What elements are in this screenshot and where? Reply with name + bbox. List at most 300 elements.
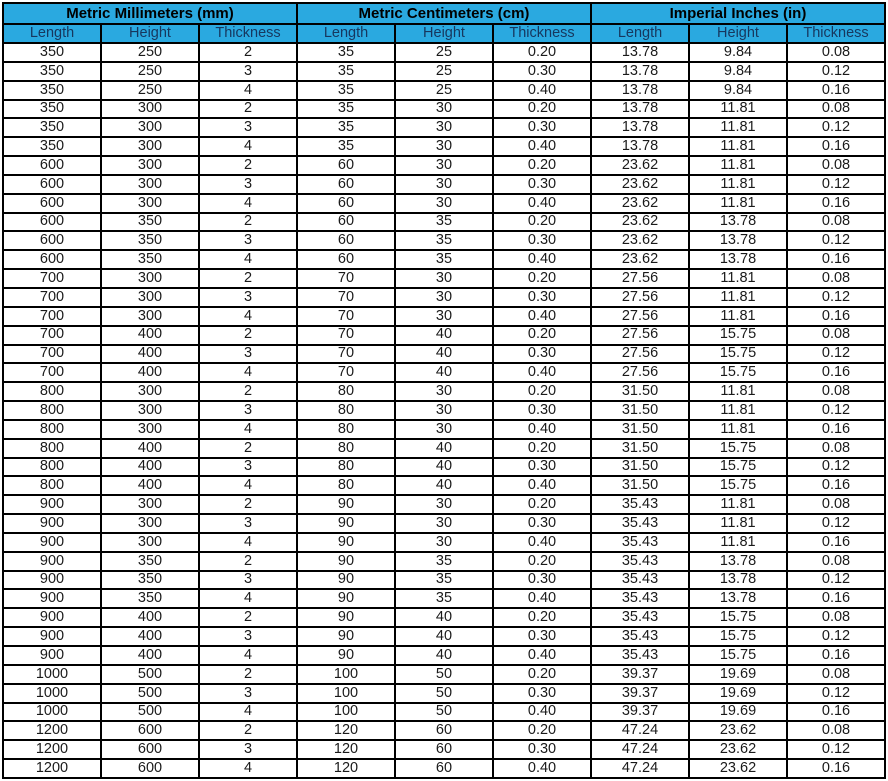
cell: 3 bbox=[199, 740, 297, 759]
cell: 0.40 bbox=[493, 589, 591, 608]
cell: 50 bbox=[395, 703, 493, 722]
cell: 40 bbox=[395, 608, 493, 627]
table-row bbox=[3, 194, 885, 213]
cell: 800 bbox=[3, 382, 101, 401]
cell: 300 bbox=[101, 269, 199, 288]
cell: 80 bbox=[297, 401, 395, 420]
cell: 0.30 bbox=[493, 231, 591, 250]
cell: 35 bbox=[395, 589, 493, 608]
column-header-7: Height bbox=[689, 24, 787, 43]
table-row bbox=[3, 571, 885, 590]
cell: 4 bbox=[199, 250, 297, 269]
cell: 35.43 bbox=[591, 627, 689, 646]
cell: 2 bbox=[199, 665, 297, 684]
cell: 0.30 bbox=[493, 740, 591, 759]
cell: 300 bbox=[101, 118, 199, 137]
cell: 90 bbox=[297, 495, 395, 514]
table-row bbox=[3, 156, 885, 175]
cell: 0.08 bbox=[787, 100, 885, 119]
cell: 27.56 bbox=[591, 307, 689, 326]
cell: 15.75 bbox=[689, 476, 787, 495]
cell: 35 bbox=[395, 552, 493, 571]
cell: 70 bbox=[297, 326, 395, 345]
cell: 400 bbox=[101, 627, 199, 646]
cell: 30 bbox=[395, 382, 493, 401]
cell: 9.84 bbox=[689, 81, 787, 100]
cell: 0.20 bbox=[493, 326, 591, 345]
column-header-row bbox=[3, 24, 885, 43]
cell: 19.69 bbox=[689, 703, 787, 722]
cell: 3 bbox=[199, 175, 297, 194]
cell: 700 bbox=[3, 269, 101, 288]
cell: 80 bbox=[297, 420, 395, 439]
cell: 9.84 bbox=[689, 43, 787, 62]
cell: 2 bbox=[199, 100, 297, 119]
cell: 0.30 bbox=[493, 118, 591, 137]
cell: 0.30 bbox=[493, 627, 591, 646]
cell: 11.81 bbox=[689, 401, 787, 420]
cell: 100 bbox=[297, 665, 395, 684]
cell: 4 bbox=[199, 137, 297, 156]
cell: 300 bbox=[101, 495, 199, 514]
cell: 700 bbox=[3, 307, 101, 326]
cell: 2 bbox=[199, 495, 297, 514]
cell: 250 bbox=[101, 62, 199, 81]
cell: 13.78 bbox=[591, 62, 689, 81]
cell: 35 bbox=[297, 81, 395, 100]
cell: 23.62 bbox=[591, 231, 689, 250]
table-row bbox=[3, 137, 885, 156]
cell: 35 bbox=[395, 571, 493, 590]
cell: 0.16 bbox=[787, 589, 885, 608]
cell: 35 bbox=[297, 100, 395, 119]
cell: 40 bbox=[395, 458, 493, 477]
cell: 900 bbox=[3, 533, 101, 552]
cell: 0.30 bbox=[493, 62, 591, 81]
cell: 3 bbox=[199, 458, 297, 477]
cell: 40 bbox=[395, 439, 493, 458]
cell: 40 bbox=[395, 345, 493, 364]
table-body bbox=[3, 43, 885, 778]
cell: 0.16 bbox=[787, 476, 885, 495]
cell: 90 bbox=[297, 608, 395, 627]
cell: 9.84 bbox=[689, 62, 787, 81]
group-header-row bbox=[3, 3, 885, 24]
cell: 0.40 bbox=[493, 533, 591, 552]
cell: 350 bbox=[101, 213, 199, 232]
cell: 30 bbox=[395, 420, 493, 439]
table-row bbox=[3, 514, 885, 533]
table-row bbox=[3, 458, 885, 477]
cell: 600 bbox=[3, 231, 101, 250]
cell: 300 bbox=[101, 307, 199, 326]
cell: 800 bbox=[3, 401, 101, 420]
cell: 13.78 bbox=[591, 118, 689, 137]
table-row bbox=[3, 363, 885, 382]
cell: 2 bbox=[199, 43, 297, 62]
cell: 31.50 bbox=[591, 420, 689, 439]
cell: 80 bbox=[297, 476, 395, 495]
cell: 0.08 bbox=[787, 665, 885, 684]
table-row bbox=[3, 288, 885, 307]
cell: 0.20 bbox=[493, 43, 591, 62]
cell: 15.75 bbox=[689, 608, 787, 627]
cell: 13.78 bbox=[591, 43, 689, 62]
table-row bbox=[3, 269, 885, 288]
cell: 11.81 bbox=[689, 156, 787, 175]
table-row bbox=[3, 476, 885, 495]
cell: 1200 bbox=[3, 759, 101, 778]
table-row bbox=[3, 533, 885, 552]
cell: 0.30 bbox=[493, 684, 591, 703]
cell: 15.75 bbox=[689, 458, 787, 477]
cell: 0.08 bbox=[787, 43, 885, 62]
column-header-5: Thickness bbox=[493, 24, 591, 43]
table-row bbox=[3, 420, 885, 439]
cell: 900 bbox=[3, 608, 101, 627]
cell: 0.40 bbox=[493, 250, 591, 269]
cell: 30 bbox=[395, 401, 493, 420]
cell: 90 bbox=[297, 514, 395, 533]
cell: 350 bbox=[101, 571, 199, 590]
cell: 60 bbox=[297, 213, 395, 232]
cell: 700 bbox=[3, 288, 101, 307]
cell: 120 bbox=[297, 721, 395, 740]
table-row bbox=[3, 740, 885, 759]
cell: 400 bbox=[101, 458, 199, 477]
cell: 400 bbox=[101, 608, 199, 627]
cell: 35.43 bbox=[591, 552, 689, 571]
cell: 13.78 bbox=[591, 81, 689, 100]
cell: 3 bbox=[199, 571, 297, 590]
table-row bbox=[3, 589, 885, 608]
cell: 1000 bbox=[3, 703, 101, 722]
cell: 0.08 bbox=[787, 326, 885, 345]
cell: 4 bbox=[199, 476, 297, 495]
cell: 0.20 bbox=[493, 100, 591, 119]
cell: 0.12 bbox=[787, 62, 885, 81]
cell: 900 bbox=[3, 495, 101, 514]
cell: 350 bbox=[3, 43, 101, 62]
cell: 600 bbox=[3, 175, 101, 194]
cell: 250 bbox=[101, 81, 199, 100]
cell: 300 bbox=[101, 401, 199, 420]
cell: 2 bbox=[199, 721, 297, 740]
cell: 30 bbox=[395, 175, 493, 194]
table-row bbox=[3, 81, 885, 100]
cell: 30 bbox=[395, 194, 493, 213]
cell: 60 bbox=[297, 250, 395, 269]
column-header-8: Thickness bbox=[787, 24, 885, 43]
group-header-2: Imperial Inches (in) bbox=[591, 3, 885, 24]
cell: 23.62 bbox=[689, 759, 787, 778]
cell: 90 bbox=[297, 589, 395, 608]
cell: 3 bbox=[199, 288, 297, 307]
cell: 23.62 bbox=[591, 194, 689, 213]
cell: 0.40 bbox=[493, 476, 591, 495]
cell: 0.20 bbox=[493, 552, 591, 571]
cell: 0.12 bbox=[787, 231, 885, 250]
cell: 27.56 bbox=[591, 269, 689, 288]
cell: 0.40 bbox=[493, 759, 591, 778]
cell: 4 bbox=[199, 307, 297, 326]
table-row bbox=[3, 439, 885, 458]
cell: 1200 bbox=[3, 740, 101, 759]
cell: 0.16 bbox=[787, 81, 885, 100]
table-row bbox=[3, 307, 885, 326]
cell: 300 bbox=[101, 156, 199, 175]
cell: 60 bbox=[297, 156, 395, 175]
cell: 400 bbox=[101, 345, 199, 364]
cell: 0.08 bbox=[787, 721, 885, 740]
cell: 47.24 bbox=[591, 721, 689, 740]
cell: 15.75 bbox=[689, 363, 787, 382]
cell: 3 bbox=[199, 118, 297, 137]
cell: 30 bbox=[395, 269, 493, 288]
cell: 70 bbox=[297, 269, 395, 288]
cell: 0.12 bbox=[787, 458, 885, 477]
column-header-0: Length bbox=[3, 24, 101, 43]
cell: 35 bbox=[297, 43, 395, 62]
cell: 3 bbox=[199, 401, 297, 420]
cell: 700 bbox=[3, 326, 101, 345]
cell: 0.08 bbox=[787, 552, 885, 571]
cell: 35.43 bbox=[591, 533, 689, 552]
table-row bbox=[3, 646, 885, 665]
cell: 3 bbox=[199, 684, 297, 703]
cell: 39.37 bbox=[591, 684, 689, 703]
group-header-0: Metric Millimeters (mm) bbox=[3, 3, 297, 24]
cell: 11.81 bbox=[689, 269, 787, 288]
cell: 350 bbox=[3, 81, 101, 100]
cell: 100 bbox=[297, 703, 395, 722]
cell: 0.16 bbox=[787, 646, 885, 665]
cell: 0.30 bbox=[493, 345, 591, 364]
cell: 35 bbox=[395, 250, 493, 269]
cell: 60 bbox=[297, 194, 395, 213]
cell: 1000 bbox=[3, 684, 101, 703]
cell: 27.56 bbox=[591, 345, 689, 364]
cell: 30 bbox=[395, 288, 493, 307]
cell: 15.75 bbox=[689, 627, 787, 646]
cell: 0.12 bbox=[787, 345, 885, 364]
cell: 500 bbox=[101, 703, 199, 722]
cell: 300 bbox=[101, 382, 199, 401]
cell: 4 bbox=[199, 81, 297, 100]
cell: 0.40 bbox=[493, 194, 591, 213]
cell: 350 bbox=[3, 62, 101, 81]
cell: 31.50 bbox=[591, 458, 689, 477]
cell: 25 bbox=[395, 81, 493, 100]
cell: 400 bbox=[101, 363, 199, 382]
column-header-2: Thickness bbox=[199, 24, 297, 43]
cell: 30 bbox=[395, 495, 493, 514]
cell: 50 bbox=[395, 684, 493, 703]
cell: 80 bbox=[297, 439, 395, 458]
cell: 0.16 bbox=[787, 307, 885, 326]
table-row bbox=[3, 175, 885, 194]
cell: 27.56 bbox=[591, 363, 689, 382]
cell: 4 bbox=[199, 194, 297, 213]
cell: 90 bbox=[297, 646, 395, 665]
cell: 2 bbox=[199, 382, 297, 401]
cell: 600 bbox=[3, 156, 101, 175]
cell: 350 bbox=[3, 118, 101, 137]
table-row bbox=[3, 721, 885, 740]
cell: 35 bbox=[297, 118, 395, 137]
cell: 300 bbox=[101, 533, 199, 552]
cell: 3 bbox=[199, 514, 297, 533]
cell: 23.62 bbox=[591, 250, 689, 269]
cell: 30 bbox=[395, 514, 493, 533]
cell: 23.62 bbox=[591, 156, 689, 175]
table-row bbox=[3, 759, 885, 778]
cell: 0.16 bbox=[787, 703, 885, 722]
cell: 11.81 bbox=[689, 288, 787, 307]
cell: 90 bbox=[297, 571, 395, 590]
cell: 11.81 bbox=[689, 100, 787, 119]
cell: 0.16 bbox=[787, 533, 885, 552]
cell: 3 bbox=[199, 345, 297, 364]
cell: 15.75 bbox=[689, 439, 787, 458]
cell: 90 bbox=[297, 533, 395, 552]
cell: 70 bbox=[297, 307, 395, 326]
cell: 300 bbox=[101, 137, 199, 156]
cell: 800 bbox=[3, 476, 101, 495]
cell: 600 bbox=[3, 213, 101, 232]
cell: 70 bbox=[297, 363, 395, 382]
cell: 70 bbox=[297, 288, 395, 307]
cell: 300 bbox=[101, 175, 199, 194]
cell: 0.30 bbox=[493, 514, 591, 533]
cell: 0.12 bbox=[787, 627, 885, 646]
cell: 40 bbox=[395, 476, 493, 495]
column-header-4: Height bbox=[395, 24, 493, 43]
cell: 0.08 bbox=[787, 439, 885, 458]
column-header-3: Length bbox=[297, 24, 395, 43]
cell: 11.81 bbox=[689, 118, 787, 137]
cell: 300 bbox=[101, 194, 199, 213]
cell: 40 bbox=[395, 627, 493, 646]
cell: 30 bbox=[395, 307, 493, 326]
cell: 35.43 bbox=[591, 589, 689, 608]
cell: 900 bbox=[3, 589, 101, 608]
cell: 0.08 bbox=[787, 495, 885, 514]
cell: 31.50 bbox=[591, 382, 689, 401]
cell: 47.24 bbox=[591, 740, 689, 759]
cell: 0.20 bbox=[493, 269, 591, 288]
cell: 39.37 bbox=[591, 703, 689, 722]
cell: 0.12 bbox=[787, 571, 885, 590]
column-header-6: Length bbox=[591, 24, 689, 43]
cell: 0.20 bbox=[493, 382, 591, 401]
cell: 30 bbox=[395, 533, 493, 552]
cell: 0.12 bbox=[787, 401, 885, 420]
cell: 11.81 bbox=[689, 137, 787, 156]
cell: 500 bbox=[101, 665, 199, 684]
size-conversion-table bbox=[2, 2, 886, 779]
cell: 2 bbox=[199, 156, 297, 175]
cell: 2 bbox=[199, 269, 297, 288]
cell: 30 bbox=[395, 137, 493, 156]
cell: 4 bbox=[199, 589, 297, 608]
cell: 900 bbox=[3, 646, 101, 665]
cell: 31.50 bbox=[591, 476, 689, 495]
cell: 300 bbox=[101, 514, 199, 533]
cell: 23.62 bbox=[591, 175, 689, 194]
cell: 80 bbox=[297, 382, 395, 401]
table-row bbox=[3, 684, 885, 703]
table-header bbox=[3, 3, 885, 43]
cell: 35.43 bbox=[591, 646, 689, 665]
cell: 35 bbox=[297, 62, 395, 81]
cell: 15.75 bbox=[689, 646, 787, 665]
cell: 4 bbox=[199, 420, 297, 439]
cell: 500 bbox=[101, 684, 199, 703]
cell: 0.16 bbox=[787, 194, 885, 213]
cell: 2 bbox=[199, 608, 297, 627]
cell: 600 bbox=[101, 759, 199, 778]
cell: 15.75 bbox=[689, 345, 787, 364]
cell: 90 bbox=[297, 552, 395, 571]
cell: 3 bbox=[199, 627, 297, 646]
table-row bbox=[3, 703, 885, 722]
cell: 35.43 bbox=[591, 571, 689, 590]
cell: 11.81 bbox=[689, 420, 787, 439]
cell: 0.30 bbox=[493, 571, 591, 590]
cell: 30 bbox=[395, 156, 493, 175]
cell: 0.20 bbox=[493, 608, 591, 627]
cell: 0.40 bbox=[493, 703, 591, 722]
cell: 4 bbox=[199, 646, 297, 665]
cell: 25 bbox=[395, 62, 493, 81]
cell: 11.81 bbox=[689, 175, 787, 194]
cell: 0.40 bbox=[493, 646, 591, 665]
table-row bbox=[3, 62, 885, 81]
cell: 0.08 bbox=[787, 382, 885, 401]
cell: 4 bbox=[199, 533, 297, 552]
cell: 2 bbox=[199, 326, 297, 345]
cell: 600 bbox=[101, 740, 199, 759]
cell: 600 bbox=[101, 721, 199, 740]
cell: 0.40 bbox=[493, 307, 591, 326]
cell: 0.12 bbox=[787, 740, 885, 759]
cell: 0.16 bbox=[787, 363, 885, 382]
cell: 11.81 bbox=[689, 307, 787, 326]
cell: 0.40 bbox=[493, 363, 591, 382]
cell: 400 bbox=[101, 326, 199, 345]
cell: 0.12 bbox=[787, 684, 885, 703]
cell: 600 bbox=[3, 194, 101, 213]
cell: 400 bbox=[101, 476, 199, 495]
cell: 13.78 bbox=[689, 250, 787, 269]
cell: 0.40 bbox=[493, 137, 591, 156]
table-row bbox=[3, 552, 885, 571]
cell: 15.75 bbox=[689, 326, 787, 345]
cell: 0.12 bbox=[787, 118, 885, 137]
cell: 3 bbox=[199, 231, 297, 250]
table-row bbox=[3, 231, 885, 250]
cell: 900 bbox=[3, 552, 101, 571]
cell: 35.43 bbox=[591, 608, 689, 627]
table-row bbox=[3, 118, 885, 137]
cell: 70 bbox=[297, 345, 395, 364]
cell: 0.16 bbox=[787, 250, 885, 269]
cell: 60 bbox=[395, 740, 493, 759]
table-row bbox=[3, 213, 885, 232]
cell: 300 bbox=[101, 288, 199, 307]
cell: 300 bbox=[101, 100, 199, 119]
